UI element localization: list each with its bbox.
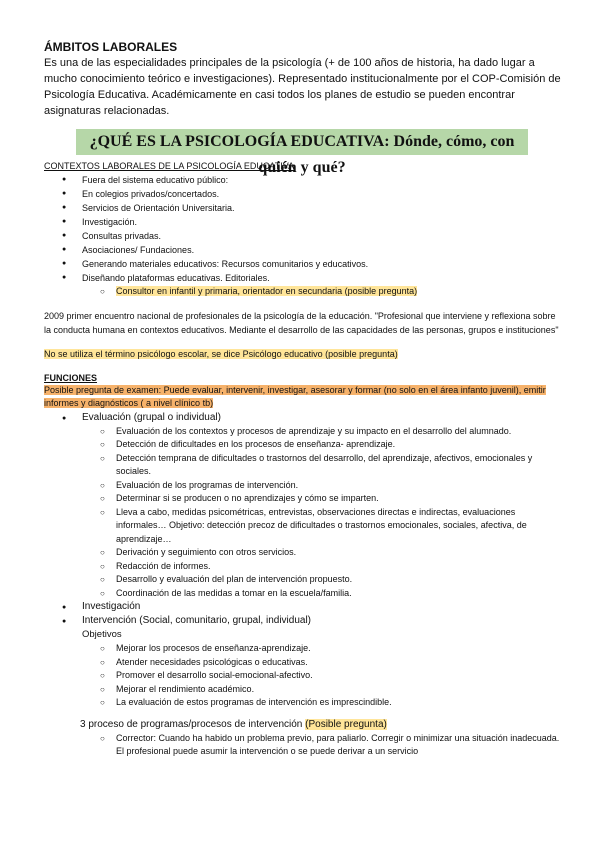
list-item: ● Consultas privadas. <box>44 229 564 243</box>
list-item: ● Asociaciones/ Fundaciones. <box>44 243 564 257</box>
functions-title: FUNCIONES <box>44 372 98 383</box>
list-item: ○ Promover el desarrollo social-emocional-afectivo. <box>44 669 564 683</box>
contexts-title: CONTEXTOS LABORALES DE LA PSICOLOGÍA EDUCATIVA <box>44 161 295 171</box>
list-item: ○ Detección de dificultades en los procesos de enseñanza- aprendizaje. <box>44 438 564 452</box>
list-item: ○ Redacción de informes. <box>44 560 564 574</box>
list-item: ○ Coordinación de las medidas a tomar en la escuela/familia. <box>44 587 564 601</box>
list-item: ● En colegios privados/concertados. <box>44 187 564 201</box>
section-heading: ÁMBITOS LABORALES <box>44 40 178 54</box>
exam-note <box>44 384 564 411</box>
list-item: ○ Lleva a cabo, medidas psicométricas, entrevistas, observaciones directas e indirectas, evaluaciones informales… Objetivo: detección precoz de dificultades o trastornos emocionales, sociales, afectiva, de aprendizaje… <box>44 506 564 547</box>
contexts-list <box>44 173 564 285</box>
highlighted-text: No se utiliza el término psicólogo escolar, se dice Psicólogo educativo (posible pregunta) <box>44 348 398 359</box>
highlighted-text: (Posible pregunta) <box>305 718 387 730</box>
list-item-research: ● Investigación <box>44 600 564 614</box>
list-item: ● Servicios de Orientación Universitaria. <box>44 201 564 215</box>
list-item: ○ Determinar si se producen o no aprendizajes y cómo se imparten. <box>44 492 564 506</box>
list-item-intervention: ● Intervención (Social, comunitario, grupal, individual) <box>44 614 564 628</box>
list-item: ○ Detección temprana de dificultades o trastornos del desarrollo, del aprendizaje, afectivos, emocionales y sociales. <box>44 452 564 479</box>
list-item: ● Generando materiales educativos: Recursos comunitarios y educativos. <box>44 257 564 271</box>
list-item: ○ Mejorar el rendimiento académico. <box>44 683 564 697</box>
highlighted-text: Consultor en infantil y primaria, orientador en secundaria (posible pregunta) <box>116 286 418 296</box>
list-item: ● Fuera del sistema educativo público: <box>44 173 564 187</box>
functions-list <box>44 411 564 425</box>
list-item: ● Diseñando plataformas educativas. Editoriales. <box>44 271 564 285</box>
list-item: ○ Corrector: Cuando ha habido un problema previo, para paliarlo. Corregir o minimizar una situación inadecuada. El profesional puede asumir la intervención o se puede derivar a un servicio <box>44 732 564 759</box>
list-item: ○ Evaluación de los programas de intervención. <box>44 479 564 493</box>
list-item <box>44 285 564 299</box>
objectives-sublist <box>44 642 564 710</box>
title-banner: ¿QUÉ ES LA PSICOLOGÍA EDUCATIVA: Dónde, cómo, con quién y qué? <box>76 129 528 155</box>
list-item-evaluation: ● Evaluación (grupal o individual) <box>44 411 564 425</box>
objectives-label: Objetivos <box>82 629 122 640</box>
evaluation-sublist <box>44 425 564 601</box>
highlighted-text: Posible pregunta de examen: Puede evaluar, intervenir, investigar, asesorar y formar (no solo en el área infanto juvenil), emitir informes y diagnósticos ( a nivel clínico tb) <box>44 384 546 408</box>
process-line <box>44 718 564 732</box>
list-item: ○ Atender necesidades psicológicas o educativas. <box>44 656 564 670</box>
process-sublist <box>44 732 564 759</box>
list-item: ○ Desarrollo y evaluación del plan de intervención propuesto. <box>44 573 564 587</box>
document-page <box>44 40 564 759</box>
contexts-sublist <box>44 285 564 299</box>
functions-list-cont <box>44 600 564 628</box>
note-paragraph <box>44 347 564 361</box>
list-item: ○ Mejorar los procesos de enseñanza-aprendizaje. <box>44 642 564 656</box>
list-item: ○ La evaluación de estos programas de intervención es imprescindible. <box>44 696 564 710</box>
process-text: 3 proceso de programas/procesos de intervención <box>80 718 306 730</box>
intro-paragraph: Es una de las especialidades principales de la psicología (+ de 100 años de historia, ha dado lugar a mucho conocimiento teórico e investigaciones). Representado institucionalmente por el COP-Comisión de Psicología Educativa. Académicamente en casi todos los planes de estudio se pueden encontrar asignaturas relacionadas. <box>44 57 561 117</box>
definition-paragraph: 2009 primer encuentro nacional de profesionales de la psicología de la educación. "Profesional que interviene y reflexiona sobre la conducta humana en contextos educativos. Mediante el desarrollo de las capacidades de las personas, grupos e instituciones" <box>44 310 559 335</box>
list-item: ○ Derivación y seguimiento con otros servicios. <box>44 546 564 560</box>
list-item: ○ Evaluación de los contextos y procesos de aprendizaje y su impacto en el desarrollo del alumnado. <box>44 425 564 439</box>
list-item: ● Investigación. <box>44 215 564 229</box>
